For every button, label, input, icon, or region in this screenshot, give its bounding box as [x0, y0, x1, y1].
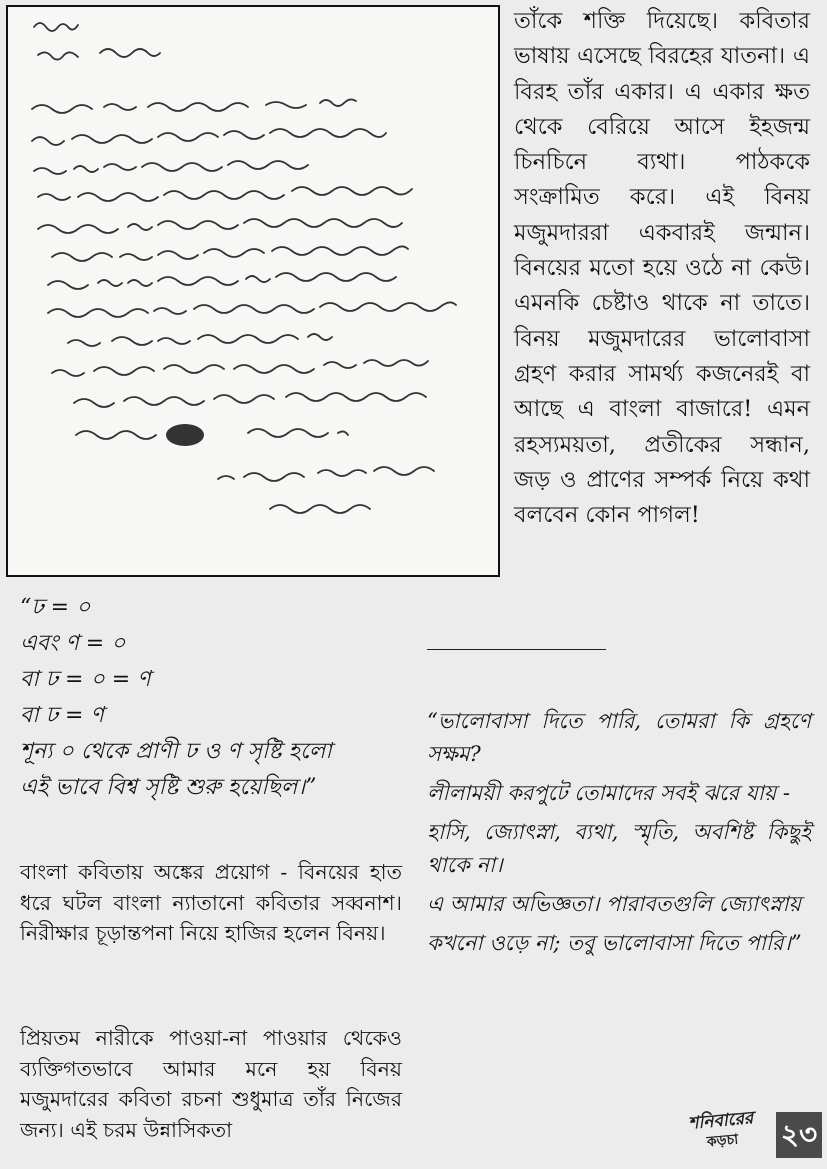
quote-line: “ভালোবাসা দিতে পারি, তোমরা কি গ্রহণে সক্ষম?	[427, 709, 811, 766]
formula-line: শূন্য ০ থেকে প্রাণী ঢ ও ণ সৃষ্টি হলো	[20, 739, 332, 764]
formula-block	[20, 590, 400, 806]
quote-line: এ আমার অভিজ্ঞতা। পারাবতগুলি জ্যোৎস্নায়	[427, 892, 801, 916]
logo-line-2: কড়চা	[706, 1131, 739, 1151]
section-divider	[427, 649, 606, 650]
formula-line: এই ভাবে বিশ্ব সৃষ্টি শুরু হয়েছিল।”	[20, 775, 317, 800]
page-number-badge: ২৩	[776, 1112, 822, 1158]
right-column-text: তাঁকে শক্তি দিয়েছে। কবিতার ভাষায় এসেছে বিরহের যাতনা। এ বিরহ তাঁর একার। এ একার ক্ষত থেকে বেরিয়ে আসে ইহজন্ম চিনচিনে ব্যথা। পাঠককে সংক্রামিত করে। এই বিনয় মজুমদাররা একবারই জন্মান। বিনয়ের মতো হয়ে ওঠে না কেউ। এমনকি চেষ্টাও থাকে না তাতে। বিনয় মজুমদারের ভালোবাসা গ্রহণ করার সামর্থ্য কজনেরই বা আছে এ বাংলা বাজারে! এমন রহস্যময়তা, প্রতীকের সন্ধান, জড় ও প্রাণের সম্পর্ক নিয়ে কথা বলবেন কোন পাগল!	[514, 8, 810, 529]
paragraph-beloved-woman: প্রিয়তম নারীকে পাওয়া-না পাওয়ার থেকেও ব্যক্তিগতভাবে আমার মনে হয় বিনয় মজুমদারের কবিতা রচনা শুধুমাত্র তাঁর নিজের জন্য। এই চরম উন্নাসিকতা	[20, 1026, 402, 1142]
formula-line: বা ঢ = ণ	[20, 703, 104, 728]
formula-line: এবং ণ = ০	[20, 631, 126, 656]
formula-line: “ঢ = ০	[20, 595, 91, 620]
quote-line: হাসি, জ্যোৎস্না, ব্যথা, স্মৃতি, অবশিষ্ট কিছুই থাকে না।	[427, 820, 811, 877]
handwritten-manuscript-image	[6, 5, 500, 577]
poem-quote-block	[427, 705, 811, 966]
quote-line: লীলাময়ী করপুটে তোমাদের সবই ঝরে যায় -	[427, 781, 791, 805]
magazine-logo	[674, 1106, 770, 1164]
formula-line: বা ঢ = ০ = ণ	[20, 667, 151, 692]
logo-line-1: শনিবারের	[687, 1108, 755, 1134]
quote-line: কখনো ওড়ে না; তবু ভালোবাসা দিতে পারি।”	[427, 931, 802, 955]
paragraph-math-in-poetry: বাংলা কবিতায় অঙ্কের প্রয়োগ - বিনয়ের হাত ধরে ঘটল বাংলা ন্যাতানো কবিতার সব্বনাশ। নিরীক্ষার চূড়ান্তপনা নিয়ে হাজির হলেন বিনয়।	[20, 860, 402, 946]
manuscript-scribble-drawing	[8, 7, 500, 577]
